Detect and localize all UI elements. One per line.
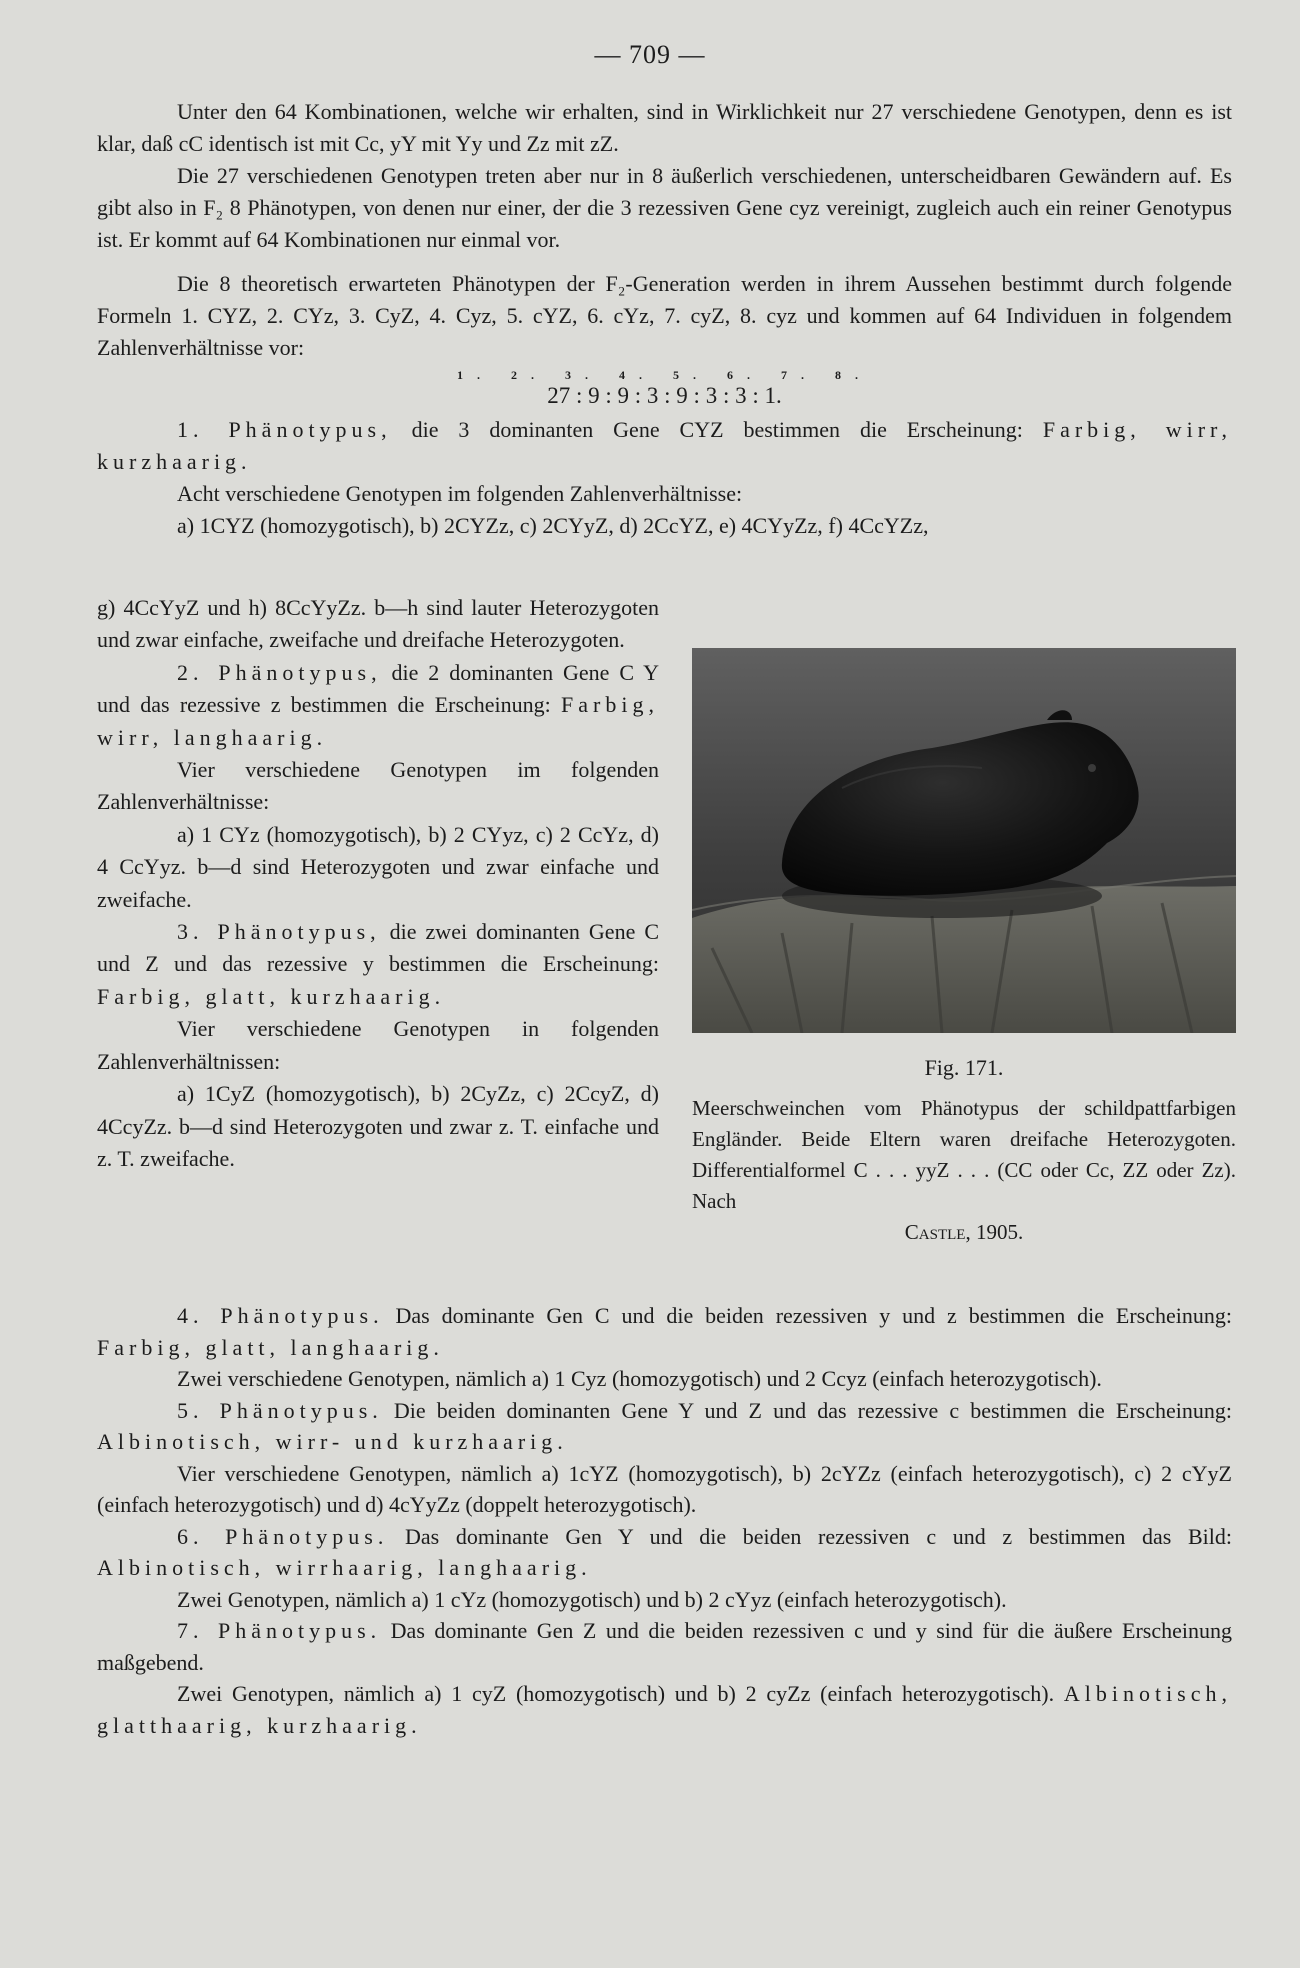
phenotype-2-heading: 2. Phänotypus, xyxy=(177,659,382,685)
phenotype-7-subhead xyxy=(97,1678,1232,1741)
guinea-pig-photo xyxy=(692,648,1236,1033)
figure-caption-text: Meerschweinchen vom Phänotypus der schildpattfarbigen Engländer. Beide Eltern waren dreifache Heterozygoten. Differentialformel C . . . yyZ . . . (CC oder Cc, ZZ oder Zz). Nach xyxy=(692,1096,1236,1213)
phenotype-1-list-a: a) 1CYZ (homozygotisch), b) 2CYZz, c) 2CYyZ, d) 2CcYZ, e) 4CYyZz, f) 4CcYZz, xyxy=(177,513,929,538)
phenotype-4-heading: 4. Phänotypus. xyxy=(177,1303,384,1328)
phenotype-4-traits: Farbig, glatt, langhaarig. xyxy=(97,1334,444,1360)
phenotype-6-subhead: Zwei Genotypen, nämlich a) 1 cYz (homozygotisch) und b) 2 cYyz (einfach heterozygotisch). xyxy=(177,1586,1007,1612)
phenotype-1-heading: 1. Phänotypus, xyxy=(177,417,392,442)
ratio-line: 27 : 9 : 9 : 3 : 9 : 3 : 3 : 1. xyxy=(547,383,782,408)
phenotype-4-text: Das dominante Gen C und die beiden rezessiven y und z bestimmen die Erscheinung: xyxy=(395,1303,1232,1328)
figure-credit: Castle, 1905. xyxy=(904,1220,1024,1244)
left-column xyxy=(97,592,659,1175)
phenotype-2-subhead: Vier verschiedene Genotypen im folgenden Zahlenverhältnisse: xyxy=(97,757,659,815)
phenotype-3-list: a) 1CyZ (homozygotisch), b) 2CyZz, c) 2CcyZ, d) 4CcyZz. b—d sind Heterozygoten und zwar z. T. einfache und z. T. zweifache. xyxy=(97,1081,659,1171)
phenotype-7-text: Das dominante Gen Z und die beiden rezessiven c und y sind für die äußere Erscheinung maßgebend. xyxy=(97,1618,1232,1675)
phenotype-1-text: die 3 dominanten Gene CYZ bestimmen die Erscheinung: xyxy=(411,417,1023,442)
phenotype-6-traits: Albinotisch, wirrhaarig, langhaarig. xyxy=(97,1555,592,1580)
phenotype-3-heading: 3. Phänotypus, xyxy=(177,919,381,945)
phenotype-4-paragraph xyxy=(97,1300,1232,1363)
phenotype-2-list: a) 1 CYz (homozygotisch), b) 2 CYyz, c) 2 CcYz, d) 4 CcYyz. b—d sind Heterozygoten und zwar einfache und zweifache. xyxy=(97,821,659,912)
phenotype-6-text: Das dominante Gen Y und die beiden rezessiven c und z bestimmen das Bild: xyxy=(404,1523,1232,1549)
phenotype-3-text: die zwei dominanten Gene C und Z und das rezessive y bestimmen die Erscheinung: xyxy=(97,919,659,977)
phenotype-1-traits: Farbig, wirr, kurzhaarig. xyxy=(97,417,1232,474)
phenotype-3-traits: Farbig, glatt, kurzhaarig. xyxy=(97,983,446,1009)
figure-label: Fig. 171. xyxy=(924,1055,1004,1080)
phenotype-4-subhead: Zwei verschiedene Genotypen, nämlich a) 1 Cyz (homozygotisch) und 2 Ccyz (einfach heterozygotisch). xyxy=(177,1366,1102,1391)
phenotype-5-paragraph xyxy=(97,1395,1232,1458)
paragraph-formulas: Die 8 theoretisch erwarteten Phänotypen der F₂-Generation werden in ihrem Aussehen bestimmt durch folgende Formeln 1. CYZ, 2. CYz, 3. CyZ, 4. Cyz, 5. cYZ, 6. cYz, 7. cyZ, 8. cyz und kommen auf 64 Individuen in folgendem Zahlenverhältnisse vor: xyxy=(97,271,1232,360)
page-number: — 709 — xyxy=(594,40,706,69)
phenotype-7-traits: Albinotisch, glatthaarig, kurzhaarig. xyxy=(97,1681,1233,1738)
paragraph-combinations: Unter den 64 Kombinationen, welche wir erhalten, sind in Wirklichkeit nur 27 verschiedene Genotypen, denn es ist klar, daß cC identisch ist mit Cc, yY mit Yy und Zz mit zZ. xyxy=(97,99,1232,156)
top-text-block xyxy=(97,96,1232,542)
phenotype-2-paragraph xyxy=(97,657,659,754)
bottom-text-block xyxy=(97,1300,1232,1741)
phenotype-2-text: die 2 dominanten Gene C Y und das rezessive z bestimmen die Erscheinung: xyxy=(97,659,659,718)
phenotype-3-subhead: Vier verschiedene Genotypen in folgenden Zahlenverhältnissen: xyxy=(97,1016,659,1074)
phenotype-5-text: Die beiden dominanten Gene Y und Z und das rezessive c bestimmen die Erscheinung: xyxy=(393,1397,1233,1423)
phenotype-5-traits: Albinotisch, wirr- und kurzhaarig. xyxy=(97,1429,568,1454)
phenotype-7-subhead-text: Zwei Genotypen, nämlich a) 1 cyZ (homozygotisch) und b) 2 cyZz (einfach heterozygotisch). xyxy=(177,1681,1055,1706)
phenotype-7-heading: 7. Phänotypus. xyxy=(177,1618,382,1643)
phenotype-2-traits: Farbig, wirr, langhaarig. xyxy=(97,692,659,750)
phenotype-6-heading: 6. Phänotypus. xyxy=(177,1523,389,1549)
figure-171 xyxy=(692,648,1236,1248)
ratio-index: 1. 2. 3. 4. 5. 6. 7. 8. xyxy=(457,368,872,382)
figure-caption xyxy=(692,1093,1236,1248)
phenotype-3-paragraph xyxy=(97,916,659,1013)
phenotype-1-list-b: g) 4CcYyZ und h) 8CcYyZz. b—h sind lauter Heterozygoten und zwar einfache, zweifache und dreifache Heterozygoten. xyxy=(97,595,659,653)
paragraph-genotypes: Die 27 verschiedenen Genotypen treten aber nur in 8 äußerlich verschiedenen, unterscheidbaren Gewändern auf. Es gibt also in F₂ 8 Phänotypen, von denen nur einer, der die 3 rezessiven Gene cyz vereinigt, zugleich auch ein reiner Genotypus ist. Er kommt auf 64 Kombinationen nur einmal vor. xyxy=(97,163,1232,252)
phenotype-1-subhead: Acht verschiedene Genotypen im folgenden Zahlenverhältnisse: xyxy=(177,481,743,506)
phenotype-6-paragraph xyxy=(97,1521,1232,1584)
phenotype-5-heading: 5. Phänotypus. xyxy=(177,1397,383,1423)
phenotype-5-subhead: Vier verschiedene Genotypen, nämlich a) 1cYZ (homozygotisch), b) 2cYZz (einfach heterozygotisch), c) 2 cYyZ (einfach heterozygotisch) und d) 4cYyZz (doppelt heterozygotisch). xyxy=(97,1460,1232,1517)
phenotype-1-paragraph xyxy=(97,414,1232,478)
phenotype-7-paragraph xyxy=(97,1615,1232,1678)
